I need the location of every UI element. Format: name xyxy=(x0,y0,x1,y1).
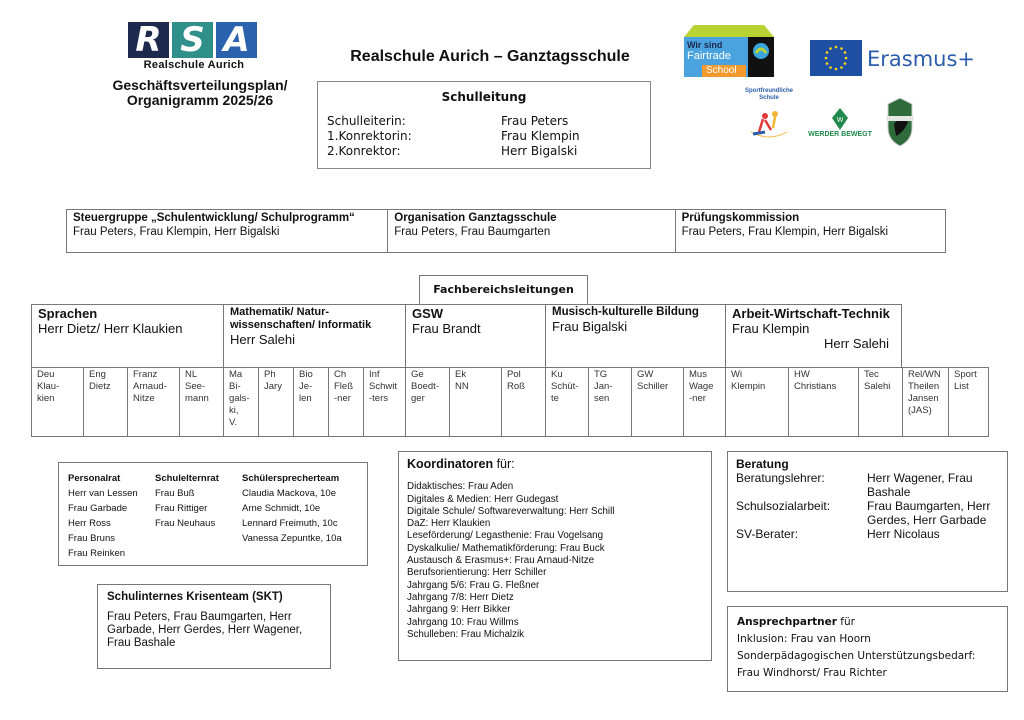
fach-cell: Eng Dietz xyxy=(83,367,128,437)
fach-cell: Tec Salehi xyxy=(858,367,903,437)
fairtrade-line-3: School xyxy=(706,65,737,76)
organisation-ganztag-cell xyxy=(388,210,675,252)
logo-subtitle: Realschule Aurich xyxy=(143,59,245,71)
fachbereich-mint xyxy=(223,304,406,367)
koordinatoren-box xyxy=(398,451,712,661)
fachbereich-gsw xyxy=(405,304,546,367)
fach-cell: Mus Wage -ner xyxy=(683,367,726,437)
gruppe-members: Frau Peters, Frau Klempin, Herr Bigalski xyxy=(681,226,889,238)
personalrat-column xyxy=(68,471,155,561)
member: Frau Reinken xyxy=(68,548,126,559)
gremien-box xyxy=(58,462,368,566)
ansprechpartner-title: Ansprechpartner für xyxy=(737,616,855,628)
fach-cell: Ku Schüt- te xyxy=(545,367,589,437)
eu-flag-icon xyxy=(810,40,862,76)
koordinator-item: DaZ: Herr Klaukien xyxy=(407,518,491,530)
beratung-label: SV-Berater: xyxy=(736,527,799,541)
page-title: Realschule Aurich – Ganztagsschule xyxy=(350,48,630,65)
logo-tile-a: A xyxy=(216,22,257,58)
member: Herr Ross xyxy=(68,518,111,529)
fach-cell: Ma Bi- gals- ki, V. xyxy=(223,367,259,437)
member: Lennard Freimuth, 10c xyxy=(242,518,338,529)
schulelternrat-column xyxy=(155,471,242,561)
fachbereich-title: Arbeit-Wirtschaft-Technik xyxy=(732,306,890,321)
fachbereich-lead: Herr Salehi xyxy=(230,332,296,347)
fach-cell: Ph Jary xyxy=(258,367,294,437)
krisenteam-box xyxy=(97,584,331,669)
fachbereich-title: GSW xyxy=(412,306,444,321)
fach-cell: Pol Roß xyxy=(501,367,546,437)
koordinator-item: Jahrgang 7/8: Herr Dietz xyxy=(407,591,514,603)
fach-cell: Sport List xyxy=(948,367,989,437)
fachbereich-title: Musisch-kulturelle Bildung xyxy=(552,306,699,318)
ansprechpartner-box xyxy=(727,606,1008,692)
beratung-row xyxy=(736,499,999,527)
fach-cell: Ch Fleß -ner xyxy=(328,367,364,437)
person-name: Frau Peters xyxy=(501,114,569,128)
schulleitung-row xyxy=(327,129,650,144)
ansprechpartner-line: Inklusion: Frau van Hoorn xyxy=(737,633,871,645)
koordinator-item: Berufsorientierung: Herr Schiller xyxy=(407,567,547,579)
schulleitung-box xyxy=(317,81,651,169)
beratung-title: Beratung xyxy=(736,457,789,471)
document-title xyxy=(100,78,300,108)
beratung-box xyxy=(727,451,1008,592)
gruppe-members: Frau Peters, Frau Baumgarten xyxy=(394,226,551,238)
die-recken-logo xyxy=(886,98,914,148)
schulleitung-title: Schulleitung xyxy=(441,90,527,104)
member: Arne Schmidt, 10e xyxy=(242,503,321,514)
fach-cell: Wi Klempin xyxy=(725,367,789,437)
koordinator-item: Leseförderung/ Legasthenie: Frau Vogelsang xyxy=(407,530,604,542)
fachbereich-sprachen xyxy=(31,304,224,367)
erasmus-label: Erasmus+ xyxy=(867,47,976,71)
fach-cell: Deu Klau- kien xyxy=(31,367,84,437)
beratung-value: Frau Baumgarten, Herr Gerdes, Herr Garbade xyxy=(867,499,991,527)
werder-label: WERDER BEWEGT xyxy=(808,131,872,138)
fachbereiche-table xyxy=(31,304,989,437)
sport-logo-label: Sportfreundliche Schule xyxy=(744,88,793,101)
schulleitung-row xyxy=(327,144,650,159)
koordinator-item: Jahrgang 9: Herr Bikker xyxy=(407,604,511,616)
schulleitung-row xyxy=(327,114,650,129)
koordinator-item: Digitale Schule/ Softwareverwaltung: Herr Schill xyxy=(407,505,615,517)
fachbereich-title: Sprachen xyxy=(38,306,98,321)
fach-cell: GW Schiller xyxy=(631,367,684,437)
koordinator-item: Dyskalkulie/ Mathematikförderung: Frau Buck xyxy=(407,542,605,554)
fachbereich-lead: Frau Brandt xyxy=(412,321,481,336)
logo-tile-s: S xyxy=(172,22,213,58)
fach-cell: HW Christians xyxy=(788,367,859,437)
ansprechpartner-line: Frau Windhorst/ Frau Richter xyxy=(737,667,887,679)
koordinator-item: Jahrgang 10: Frau Willms xyxy=(407,616,519,628)
column-title: Personalrat xyxy=(68,473,121,484)
fach-cell: Inf Schwit -ters xyxy=(363,367,406,437)
gruppe-members: Frau Peters, Frau Klempin, Herr Bigalski xyxy=(73,226,280,238)
fach-cell: Rel/WN Theilen Jansen (JAS) xyxy=(902,367,949,437)
fach-cell: Franz Arnaud- Nitze xyxy=(127,367,180,437)
member: Claudia Mackova, 10e xyxy=(242,488,336,499)
column-title: Schülersprecherteam xyxy=(242,473,340,484)
beratung-label: Schulsozialarbeit: xyxy=(736,499,831,513)
member: Frau Bruns xyxy=(68,533,115,544)
column-title: Schulelternrat xyxy=(155,473,219,484)
logo-tile-r: R xyxy=(128,22,169,58)
steuergruppe-cell xyxy=(67,210,388,252)
schuelersprecherteam-column xyxy=(242,471,342,561)
koordinator-item: Didaktisches: Frau Aden xyxy=(407,481,514,493)
fach-cell: Ge Boedt- ger xyxy=(405,367,450,437)
svg-text:W: W xyxy=(836,117,844,124)
role-label: 1.Konrektorin: xyxy=(327,129,412,143)
member: Frau Neuhaus xyxy=(155,518,216,529)
koordinator-item: Austausch & Erasmus+: Frau Arnaud-Nitze xyxy=(407,555,595,567)
person-name: Frau Klempin xyxy=(501,129,580,143)
fairtrade-school-logo xyxy=(682,23,784,79)
document-title-line-2: Organigramm 2025/26 xyxy=(126,92,274,108)
fachbereich-lead: Herr Dietz/ Herr Klaukien xyxy=(38,321,183,336)
gruppe-title: Steuergruppe „Schulentwicklung/ Schulprogramm“ xyxy=(73,212,355,224)
fach-cell: Ek NN xyxy=(449,367,502,437)
beratung-row xyxy=(736,471,999,499)
werder-bewegt-logo xyxy=(808,98,872,150)
sportfreundliche-schule-logo xyxy=(743,88,795,148)
role-label: Schulleiterin: xyxy=(327,114,406,128)
member: Frau Buß xyxy=(155,488,195,499)
pruefungskommission-cell xyxy=(676,210,945,252)
fachbereichsleitungen-label: Fachbereichsleitungen xyxy=(419,275,588,305)
erasmus-logo xyxy=(810,40,980,76)
role-label: 2.Konrektor: xyxy=(327,144,401,158)
koordinator-item: Jahrgang 5/6: Frau G. Fleßner xyxy=(407,579,540,591)
fach-cell: Bio Je- len xyxy=(293,367,329,437)
beratung-value: Herr Nicolaus xyxy=(867,527,940,541)
member: Frau Garbade xyxy=(68,503,128,514)
fachbereich-musisch xyxy=(545,304,726,367)
beratung-row xyxy=(736,527,999,541)
beratung-label: Beratungslehrer: xyxy=(736,471,825,485)
gruppen-row xyxy=(66,209,946,253)
fachbereich-lead: Frau Bigalski xyxy=(552,319,628,334)
member: Frau Rittiger xyxy=(155,503,208,514)
krisenteam-title: Schulinternes Krisenteam (SKT) xyxy=(107,591,283,603)
fach-cell: TG Jan- sen xyxy=(588,367,632,437)
fach-cell: NL See- mann xyxy=(179,367,224,437)
gruppe-title: Prüfungskommission xyxy=(681,212,800,224)
krisenteam-members: Frau Peters, Frau Baumgarten, Herr Garbade, Herr Gerdes, Herr Wagener, Frau Bashale xyxy=(107,611,303,649)
school-logo xyxy=(128,22,260,72)
koordinator-item: Digitales & Medien: Herr Gudegast xyxy=(407,493,559,505)
beratung-value: Herr Wagener, Frau Bashale xyxy=(867,471,973,499)
member: Herr van Lessen xyxy=(68,488,138,499)
member: Vanessa Zepuntke, 10a xyxy=(242,533,342,544)
fachbereich-awt xyxy=(725,304,902,367)
gruppe-title: Organisation Ganztagsschule xyxy=(394,212,557,224)
fachbereich-title: Mathematik/ Natur-wissenschaften/ Informatik xyxy=(230,306,372,331)
fachbereich-lead-2: Herr Salehi xyxy=(823,336,889,351)
document-title-line-1: Geschäftsverteilungsplan/ xyxy=(112,77,288,93)
fairtrade-line-2: Fairtrade xyxy=(687,50,732,62)
koordinator-item: Schulleben: Frau Michalzik xyxy=(407,628,525,640)
fachbereich-lead: Frau Klempin xyxy=(732,321,810,336)
person-name: Herr Bigalski xyxy=(501,144,578,158)
ansprechpartner-line: Sonderpädagogischen Unterstützungsbedarf: xyxy=(737,650,976,662)
fairtrade-line-1: Wir sind xyxy=(687,40,723,50)
koordinatoren-title: Koordinatoren für: xyxy=(407,457,515,471)
